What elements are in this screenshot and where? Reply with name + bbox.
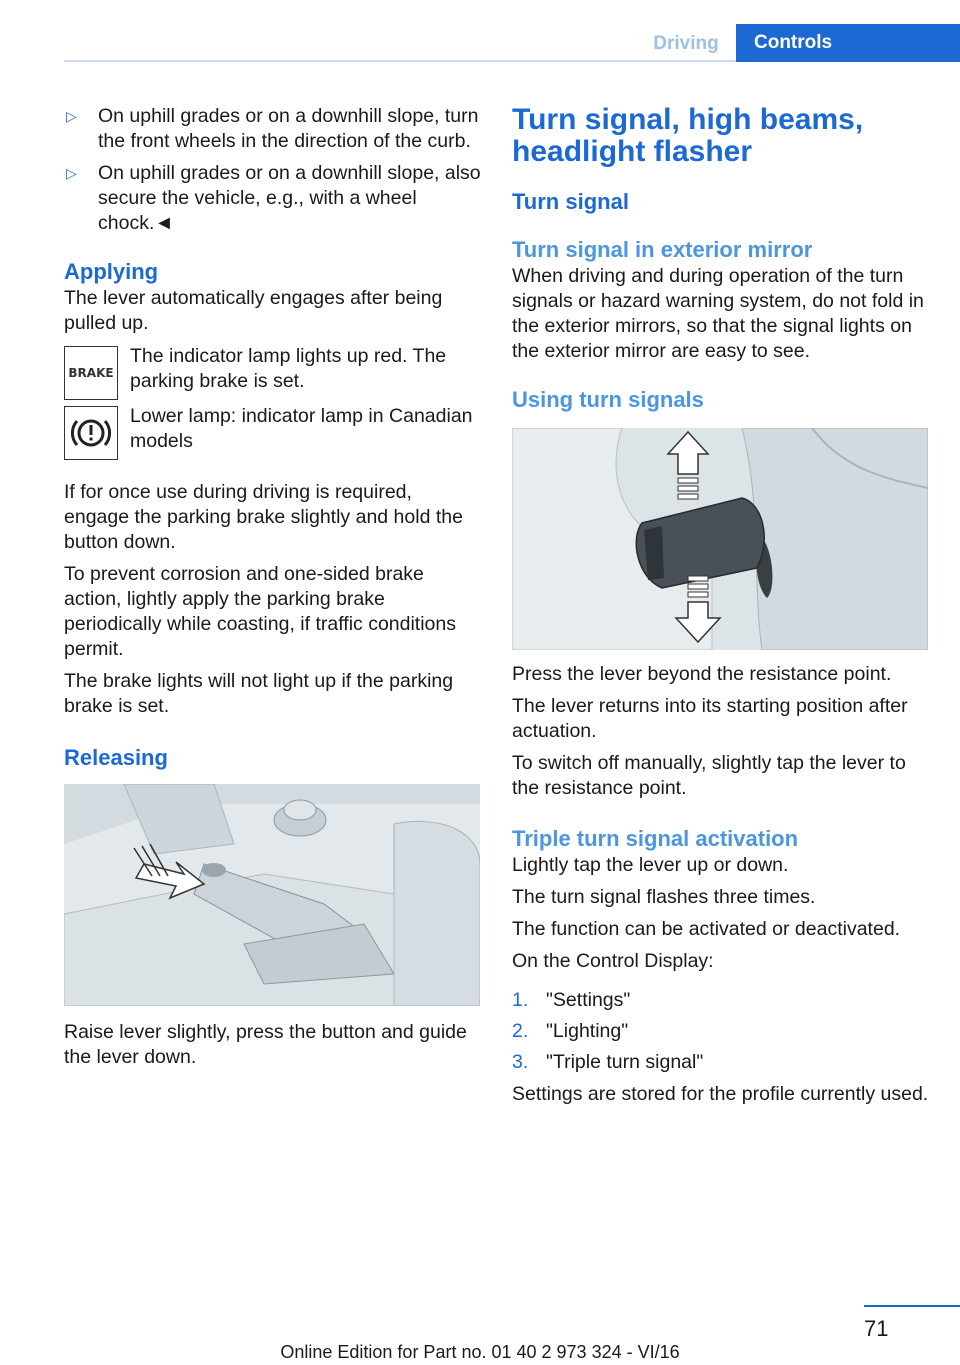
applying-intro: The lever automatically engages after being pulled up.: [64, 287, 443, 334]
brake-indicator-note: The indicator lamp lights up red. The parking brake is set.: [130, 345, 447, 392]
paragraph: Press the lever beyond the resistance point.: [512, 663, 892, 685]
turn-signal-heading: Turn signal: [512, 189, 629, 214]
mirror-text: When driving and during operation of the turn signals or hazard warning system, do not fold in the exterior mirrors, so that the signal lights on the exterior mirror are easy to see.: [512, 265, 924, 362]
paragraph: On the Control Display:: [512, 950, 714, 972]
mirror-heading: Turn signal in exterior mirror: [512, 237, 813, 262]
releasing-caption: Raise lever slightly, press the button and guide the lever down.: [64, 1021, 467, 1068]
edition-footer: Online Edition for Part no. 01 40 2 973 324 - VI/16: [280, 1342, 680, 1362]
header-chapter-tab[interactable]: Controls: [736, 24, 960, 62]
turn-signal-lever-image: [512, 428, 928, 650]
header-section[interactable]: Driving: [653, 33, 719, 54]
list-item: ▷ On uphill grades or on a downhill slope, also secure the vehicle, e.g., with a wheel chock.◄: [66, 162, 481, 234]
turn-signal-lever-illustration: [512, 428, 928, 650]
list-item: 2. "Lighting": [512, 1020, 629, 1042]
list-item: 3. "Triple turn signal": [512, 1051, 704, 1073]
paragraph: Settings are stored for the profile currently used.: [512, 1083, 929, 1105]
triple-turn-signal-heading: Triple turn signal activation: [512, 826, 799, 851]
parking-brake-illustration: [64, 784, 480, 1006]
parking-brake-symbol: [69, 415, 113, 451]
triangle-bullet-icon: ▷: [66, 108, 77, 124]
using-turn-signals-heading: Using turn signals: [512, 387, 704, 412]
canada-indicator-row: [64, 404, 482, 464]
paragraph: To switch off manually, slightly tap the lever to the resistance point.: [512, 752, 906, 799]
page-title: Turn signal, high beams, headlight flasher: [512, 103, 864, 168]
releasing-heading: Releasing: [64, 745, 168, 770]
parking-brake-circle-icon: [64, 406, 118, 460]
bullet-list: [64, 104, 482, 236]
paragraph: The turn signal flashes three times.: [512, 886, 816, 908]
paragraph: To prevent corrosion and one-sided brake action, lightly apply the parking brake periodically while coasting, if traffic conditions permit.: [64, 563, 456, 660]
paragraph: Lightly tap the lever up or down.: [512, 854, 789, 876]
paragraph: The brake lights will not light up if the parking brake is set.: [64, 670, 454, 717]
right-column: [512, 104, 930, 1107]
page-number: 71: [864, 1316, 889, 1341]
list-item: ▷ On uphill grades or on a downhill slope, turn the front wheels in the direction of the curb.: [66, 105, 479, 152]
left-column: [64, 104, 482, 1070]
settings-steps-list: [512, 988, 930, 1075]
paragraph: The lever returns into its starting position after actuation.: [512, 695, 908, 742]
footer-rule: [864, 1305, 960, 1307]
canada-indicator-note: Lower lamp: indicator lamp in Canadian models: [130, 405, 473, 452]
paragraph: If for once use during driving is required, engage the parking brake slightly and hold the button down.: [64, 481, 463, 553]
brake-indicator-row: [64, 344, 482, 404]
applying-heading: Applying: [64, 259, 159, 284]
parking-brake-lever-image: [64, 784, 480, 1006]
brake-indicator-icon: BRAKE: [64, 346, 118, 400]
triangle-bullet-icon: ▷: [66, 165, 77, 181]
paragraph: The function can be activated or deactivated.: [512, 918, 901, 940]
list-item: 1. "Settings": [512, 989, 631, 1011]
